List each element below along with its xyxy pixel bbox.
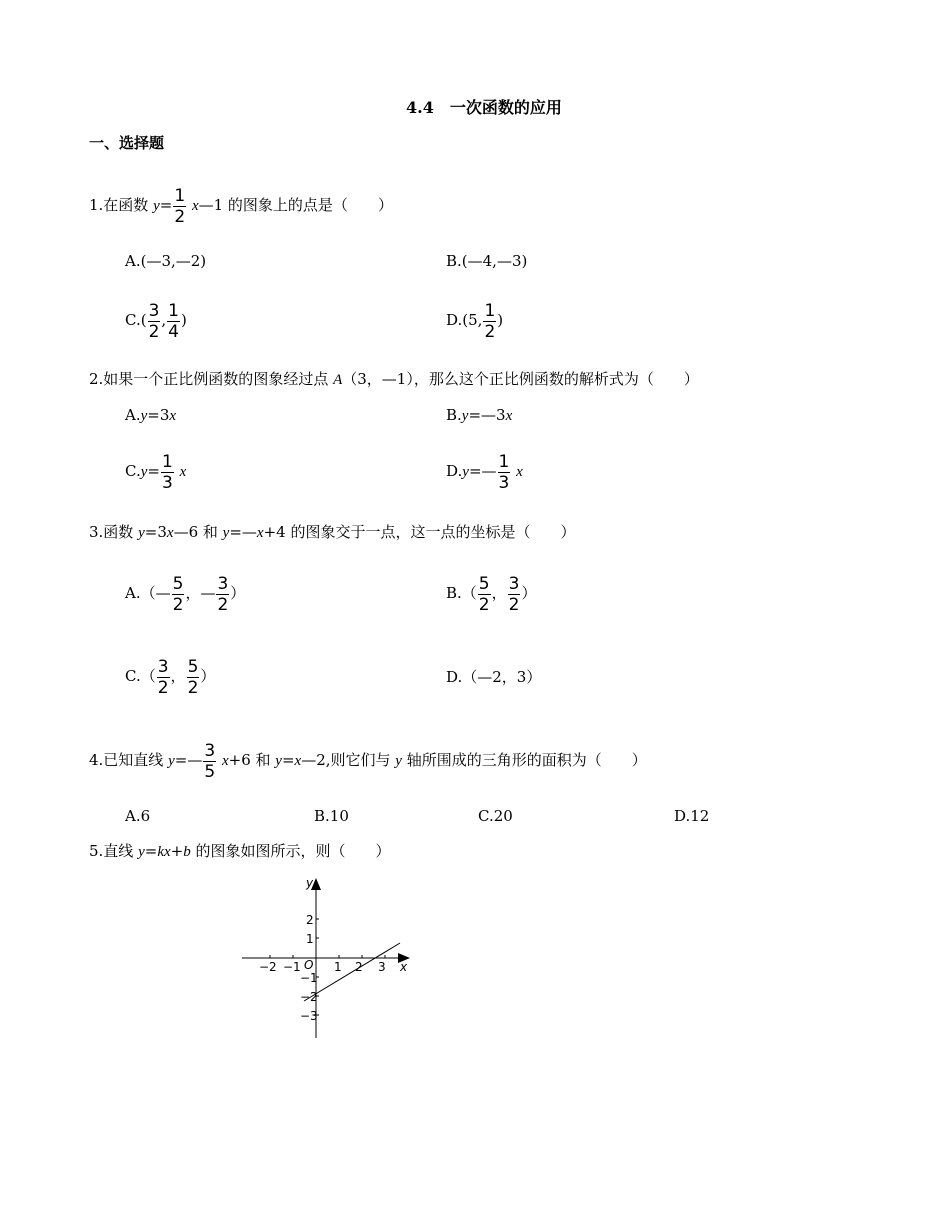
- fraction: $\frac{3}{2}$: [217, 573, 229, 615]
- q3-option-d[interactable]: D.（—2，3）: [446, 668, 542, 686]
- origin-label: O: [304, 958, 314, 972]
- y-tick-label: −2: [300, 990, 318, 1004]
- question-1-stem: 1.在函数 y= $\frac{1}{2}$ x—1 的图象上的点是（ ）: [89, 185, 393, 227]
- fraction: $\frac{5}{2}$: [172, 573, 184, 615]
- x-tick-label: −2: [259, 960, 277, 974]
- question-2-stem: 2.如果一个正比例函数的图象经过点 A（3，—1），那么这个正比例函数的解析式为（ ）: [89, 370, 699, 388]
- q3-option-c[interactable]: C.（ $\frac{3}{2}$ ， $\frac{5}{2}$ ）: [125, 656, 216, 698]
- q4-option-b[interactable]: B.10: [314, 807, 349, 825]
- y-tick-label: 1: [306, 932, 314, 946]
- q1-option-c[interactable]: C.( $\frac{3}{2}$ , $\frac{1}{4}$ ): [125, 300, 187, 342]
- page-title: 4.4 一次函数的应用: [406, 98, 562, 117]
- fraction: $\frac{1}{3}$: [498, 451, 510, 493]
- x-tick-label: 2: [355, 960, 363, 974]
- q1-option-a[interactable]: A.(—3,—2): [125, 252, 207, 270]
- fraction: $\frac{5}{2}$: [187, 656, 199, 698]
- fraction: $\frac{3}{2}$: [508, 573, 520, 615]
- x-tick-label: −1: [283, 960, 301, 974]
- question-3-stem: 3.函数 y=3x—6 和 y=—x+4 的图象交于一点，这一点的坐标是（ ）: [89, 523, 576, 541]
- q3-option-a[interactable]: A.（— $\frac{5}{2}$ ，— $\frac{3}{2}$ ）: [125, 573, 246, 615]
- question-5-stem: 5.直线 y=kx+b 的图象如图所示，则（ ）: [89, 842, 391, 860]
- y-axis-label: y: [306, 876, 314, 890]
- q4-option-d[interactable]: D.12: [674, 807, 710, 825]
- q1-option-b[interactable]: B.(—4,—3): [446, 252, 528, 270]
- fraction: $\frac{3}{5}$: [204, 740, 216, 782]
- question-4-stem: 4.已知直线 y=— $\frac{3}{5}$ x+6 和 y=x—2,则它们与 y 轴所围成的三角形的面积为（ ）: [89, 740, 647, 782]
- coordinate-graph: [240, 870, 430, 1045]
- fraction: $\frac{3}{2}$: [148, 300, 160, 342]
- fraction: $\frac{5}{2}$: [478, 573, 490, 615]
- q2-option-b[interactable]: B.y=—3x: [446, 406, 513, 424]
- section-heading: 一、选择题: [89, 134, 165, 152]
- fraction: $\frac{3}{2}$: [157, 656, 169, 698]
- q2-option-a[interactable]: A.y=3x: [125, 406, 177, 424]
- q4-option-c[interactable]: C.20: [478, 807, 513, 825]
- q4-option-a[interactable]: A.6: [125, 807, 151, 825]
- x-axis-label: x: [400, 960, 408, 974]
- y-tick-label: −1: [300, 971, 318, 985]
- y-tick-label: −3: [300, 1009, 318, 1023]
- fraction: $\frac{1}{3}$: [161, 451, 173, 493]
- x-tick-label: 1: [334, 960, 342, 974]
- x-tick-label: 3: [378, 960, 386, 974]
- q2-option-c[interactable]: C.y= $\frac{1}{3}$ x: [125, 451, 187, 493]
- q1-option-d[interactable]: D.(5, $\frac{1}{2}$ ): [446, 300, 504, 342]
- fraction: $\frac{1}{4}$: [168, 300, 179, 342]
- q3-option-b[interactable]: B.（ $\frac{5}{2}$ ， $\frac{3}{2}$ ）: [446, 573, 537, 615]
- fraction: $\frac{1}{2}$: [484, 300, 496, 342]
- y-tick-label: 2: [306, 913, 314, 927]
- q2-option-d[interactable]: D.y=— $\frac{1}{3}$ x: [446, 451, 523, 493]
- fraction: $\frac{1}{2}$: [174, 185, 186, 227]
